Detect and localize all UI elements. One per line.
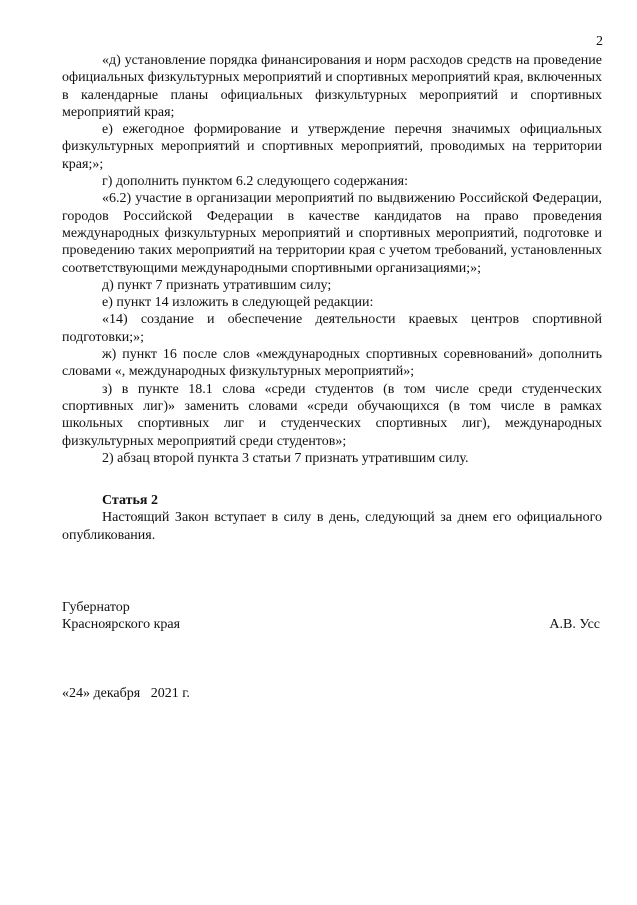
document-date: «24» декабря 2021 г.: [62, 686, 190, 701]
paragraph-z-point-18-1: з) в пункте 18.1 слова «среди студентов (в том числе среди студенческих спортивных лиг)» заменить словами «среди обучающихся (в том числе в рамках школьных спортивных лиг и студенческих спортивных лиг), международных физкультурных мероприятий среди студентов»;: [62, 381, 602, 449]
paragraph-zh-point-16: ж) пункт 16 после слов «международных спортивных соревнований» дополнить словами «, международных физкультурных мероприятий»;: [62, 347, 602, 380]
article-2-text: Настоящий Закон вступает в силу в день, следующий за днем его официального опубликования.: [62, 510, 602, 543]
document-body: [62, 52, 602, 544]
paragraph-d-financing: «д) установление порядка финансирования и норм расходов средств на проведение официальных физкультурных мероприятий и спортивных мероприятий края, включенных в календарные планы официальных физкультурных мероприятий и спортивных мероприятий края;: [62, 53, 602, 120]
signature-name: А.В. Усс: [549, 617, 600, 632]
signature-block: [62, 599, 602, 634]
paragraph-e-annual-list: е) ежегодное формирование и утверждение перечня значимых официальных физкультурных мероприятий и спортивных мероприятий, проводимых на территории края;»;: [62, 122, 602, 172]
paragraph-2-article-7: 2) абзац второй пункта 3 статьи 7 признать утратившим силу.: [102, 450, 469, 466]
paragraph-g-add-6-2: г) дополнить пунктом 6.2 следующего содержания:: [102, 174, 408, 190]
paragraph-e-point-14: е) пункт 14 изложить в следующей редакции:: [102, 295, 374, 311]
paragraph-14-content: «14) создание и обеспечение деятельности краевых центров спортивной подготовки;»;: [62, 312, 602, 345]
signature-title-line2: Красноярского края: [62, 617, 181, 633]
paragraph-d-point-7: д) пункт 7 признать утратившим силу;: [102, 277, 332, 293]
page-number: 2: [596, 34, 603, 49]
article-2-heading: Статья 2: [102, 493, 158, 509]
paragraph-6-2-content: «6.2) участие в организации мероприятий по выдвижению Российской Федерации, городов Российской Федерации в качестве кандидатов на право проведения международных физкультурных мероприятий и спортивных мероприятий, подготовке и проведению таких мероприятий на территории края с учетом требований, установленных соответствующими международными спортивными организациями;»;: [62, 191, 602, 276]
signature-title-line1: Губернатор: [62, 600, 130, 615]
